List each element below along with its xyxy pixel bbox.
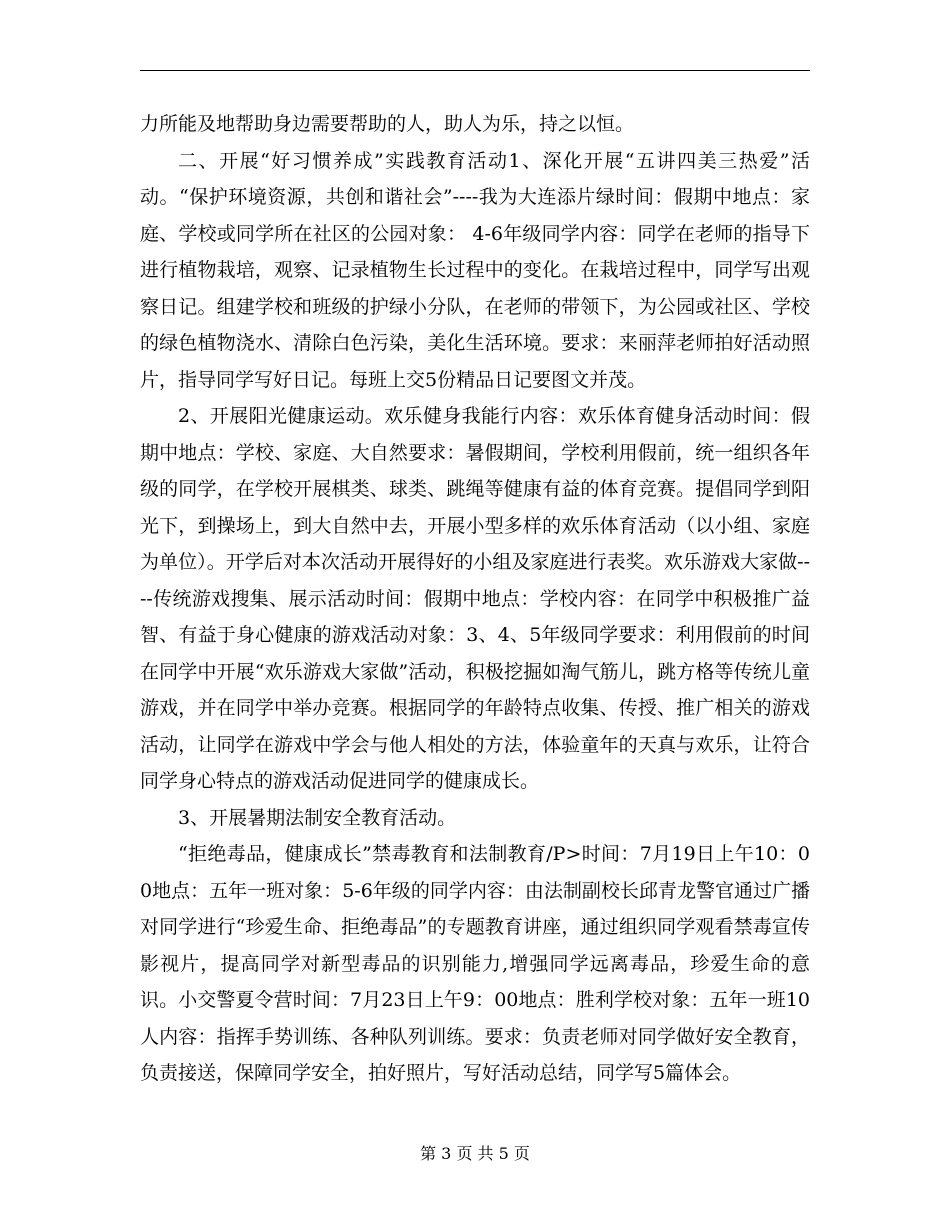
paragraph-anti-drug: “拒绝毒品，健康成长”禁毒教育和法制教育/P>时间：7月19日上午10：00地点：五年一班对象：5-6年级的同学内容：由法制副校长邱青龙警官通过广播对同学进行“珍爱生命、拒绝毒品”的专题教育讲座，通过组织同学观看禁毒宣传影视片，提高同学对新型毒品的识别能力,增强同学远离毒品，珍爱生命的意识。小交警夏令营时间：7月23日上午9：00地点：胜利学校对象：五年一班10人内容：指挥手势训练、各种队列训练。要求：负责老师对同学做好安全教育，负责接送，保障同学安全，拍好照片，写好活动总结，同学写5篇体会。 (140, 843, 810, 1084)
header-rule (140, 70, 810, 71)
paragraph-good-habits: 二、开展“好习惯养成”实践教育活动1、深化开展“五讲四美三热爱”活动。“保护环境资源，共创和谐社会”----我为大连添片绿时间：假期中地点：家庭、学校或同学所在社区的公园对象： 4-6年级同学内容：同学在老师的指导下进行植物栽培，观察、记录植物生长过程中的变化。在栽培过程中，同学写出观察日记。组建学校和班级的护绿小分队，在老师的带领下，为公园或社区、学校的绿色植物浇水、清除白色污染，美化生活环境。要求：来丽萍老师拍好活动照片，指导同学写好日记。每班上交5份精品日记要图文并茂。 (140, 149, 810, 391)
page-number-footer: 第 3 页 共 5 页 (420, 1144, 530, 1163)
document-body (140, 106, 810, 1092)
paragraph-legal-safety-heading: 3、开展暑期法制安全教育活动。 (178, 806, 457, 829)
paragraph-sunshine-health: 2、开展阳光健康运动。欢乐健身我能行内容：欢乐体育健身活动时间：假期中地点：学校、家庭、大自然要求：暑假期间，学校利用假前，统一组织各年级的同学，在学校开展棋类、球类、跳绳等健康有益的体育竞赛。提倡同学到阳光下，到操场上，到大自然中去，开展小型多样的欢乐体育活动（以小组、家庭为单位）。开学后对本次活动开展得好的小组及家庭进行表奖。欢乐游戏大家做----传统游戏搜集、展示活动时间：假期中地点：学校内容：在同学中积极推广益智、有益于身心健康的游戏活动对象：3、4、5年级同学要求：利用假前的时间在同学中开展“欢乐游戏大家做”活动，积极挖掘如淘气筋儿，跳方格等传统儿童游戏，并在同学中举办竞赛。根据同学的年龄特点收集、传授、推广相关的游戏活动，让同学在游戏中学会与他人相处的方法，体验童年的天真与欢乐，让符合同学身心特点的游戏活动促进同学的健康成长。 (140, 405, 810, 792)
paragraph-continued: 力所能及地帮助身边需要帮助的人，助人为乐，持之以恒。 (140, 113, 635, 135)
